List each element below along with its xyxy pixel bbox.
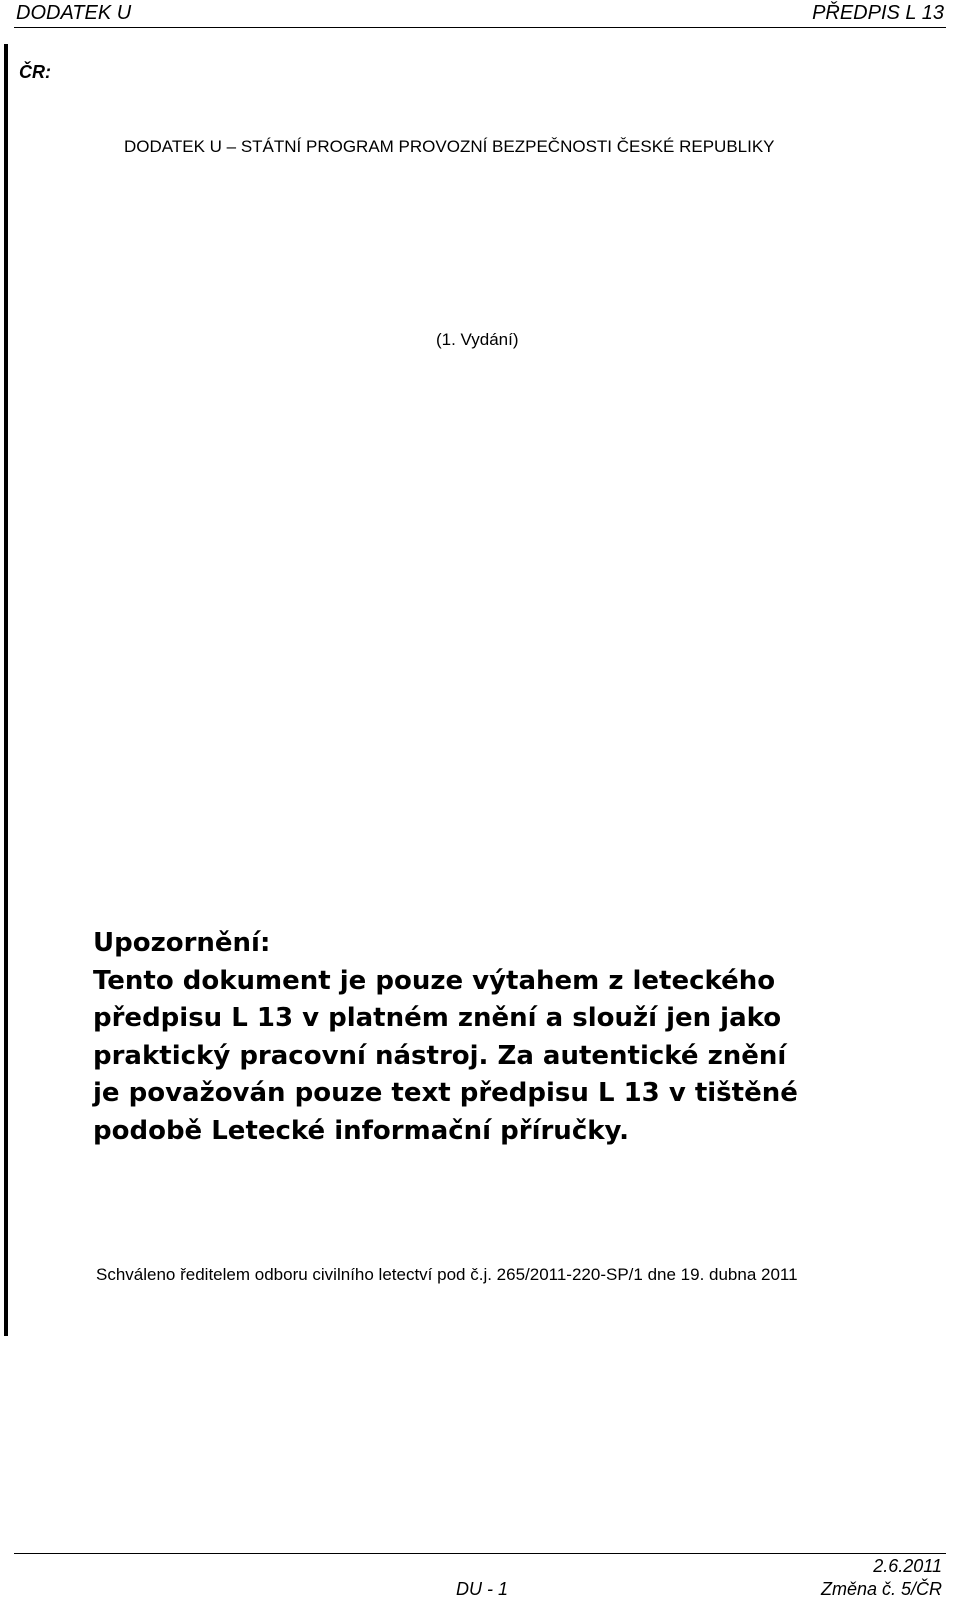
notice-block: [93, 925, 943, 1151]
footer-date: 2.6.2011: [873, 1556, 942, 1576]
notice-line: podobě Letecké informační příručky.: [93, 1115, 629, 1146]
header-divider: [14, 27, 946, 28]
header-right-label: PŘEDPIS L 13: [812, 2, 944, 24]
notice-line: je považován pouze text předpisu L 13 v tištěné: [93, 1078, 798, 1109]
notice-line: praktický pracovní nástroj. Za autentické znění: [93, 1040, 787, 1071]
document-title: DODATEK U – STÁTNÍ PROGRAM PROVOZNÍ BEZPEČNOSTI ČESKÉ REPUBLIKY: [124, 137, 775, 156]
page-number: DU - 1: [456, 1579, 509, 1599]
header-left-label: DODATEK U: [16, 2, 132, 24]
footer-divider: [14, 1553, 946, 1554]
approval-statement: Schváleno ředitelem odboru civilního letectví pod č.j. 265/2011-220-SP/1 dne 19. dubna 2011: [96, 1265, 798, 1284]
notice-line: Tento dokument je pouze výtahem z leteckého: [93, 965, 776, 996]
notice-heading: Upozornění:: [93, 928, 271, 958]
change-bar: [4, 44, 8, 1336]
country-mark: ČR:: [19, 62, 51, 82]
amendment-label: Změna č. 5/ČR: [820, 1579, 942, 1599]
notice-line: předpisu L 13 v platném znění a slouží jen jako: [93, 1003, 782, 1034]
edition-label: (1. Vydání): [436, 330, 519, 349]
